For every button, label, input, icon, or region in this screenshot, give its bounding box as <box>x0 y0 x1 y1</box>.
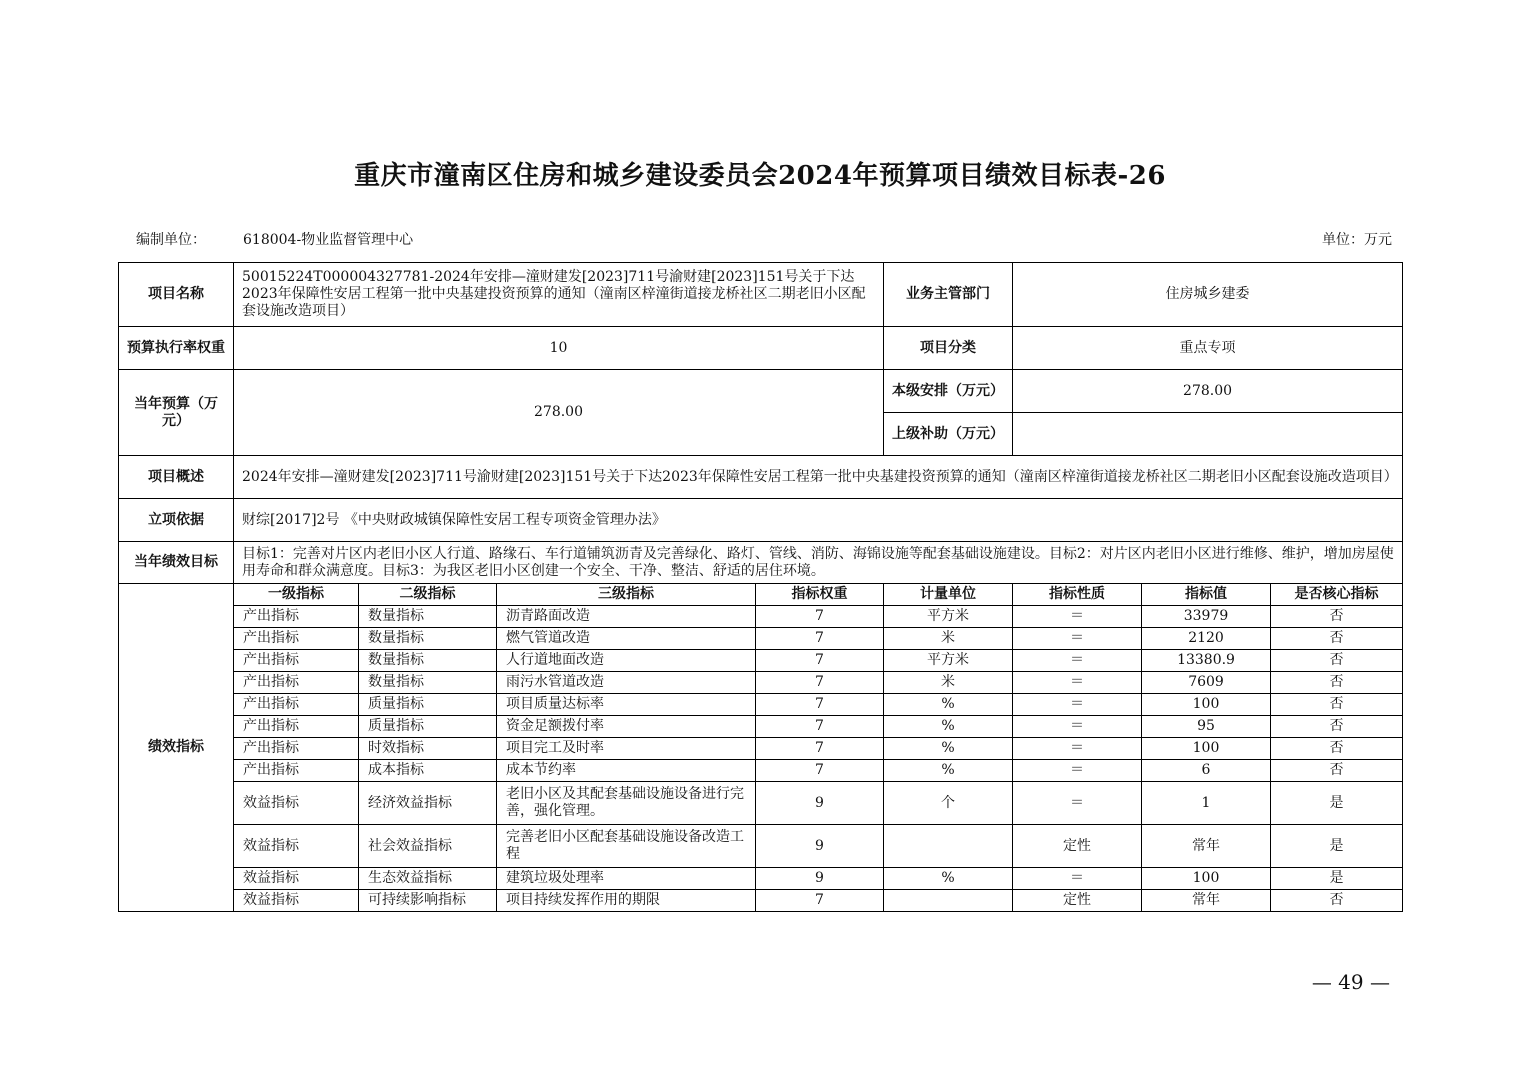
cell-nature: ＝ <box>1013 716 1142 738</box>
cell-core: 否 <box>1271 760 1403 782</box>
table-row <box>119 890 1403 912</box>
overview-value: 2024年安排—潼财建发[2023]711号渝财建[2023]151号关于下达2023年保障性安居工程第一批中央基建投资预算的通知（潼南区梓潼街道接龙桥社区二期老旧小区配套设施改造项目） <box>234 456 1403 499</box>
cell-nature: ＝ <box>1013 672 1142 694</box>
upper-label: 上级补助（万元） <box>884 413 1013 456</box>
cell-value: 33979 <box>1142 606 1271 628</box>
cell-level3: 完善老旧小区配套基础设施设备改造工程 <box>497 825 756 868</box>
cell-weight: 7 <box>756 628 884 650</box>
cell-level3: 成本节约率 <box>497 760 756 782</box>
perf-label: 绩效指标 <box>119 584 234 912</box>
local-label: 本级安排（万元） <box>884 370 1013 413</box>
cell-level2: 成本指标 <box>359 760 497 782</box>
cell-level1: 产出指标 <box>234 738 359 760</box>
header-level3: 三级指标 <box>497 584 756 606</box>
table-row <box>119 782 1403 825</box>
cell-nature: ＝ <box>1013 650 1142 672</box>
cell-nature: ＝ <box>1013 868 1142 890</box>
row-weight <box>119 327 1403 370</box>
cell-level3: 项目持续发挥作用的期限 <box>497 890 756 912</box>
cell-core: 否 <box>1271 650 1403 672</box>
header-unit: 计量单位 <box>884 584 1013 606</box>
budget-value: 278.00 <box>234 370 884 456</box>
cell-value: 100 <box>1142 868 1271 890</box>
cell-level2: 数量指标 <box>359 650 497 672</box>
cell-unit: 米 <box>884 672 1013 694</box>
cell-core: 否 <box>1271 606 1403 628</box>
performance-table <box>118 262 1403 912</box>
cell-unit: % <box>884 868 1013 890</box>
cell-weight: 9 <box>756 782 884 825</box>
cell-nature: ＝ <box>1013 782 1142 825</box>
cell-unit: 平方米 <box>884 606 1013 628</box>
cell-level2: 生态效益指标 <box>359 868 497 890</box>
table-row <box>119 606 1403 628</box>
upper-value <box>1013 413 1403 456</box>
cell-nature: 定性 <box>1013 890 1142 912</box>
cell-nature: ＝ <box>1013 628 1142 650</box>
basis-label: 立项依据 <box>119 499 234 542</box>
table-row <box>119 716 1403 738</box>
cell-level3: 资金足额拨付率 <box>497 716 756 738</box>
cell-level2: 数量指标 <box>359 628 497 650</box>
cell-level1: 产出指标 <box>234 628 359 650</box>
cell-level1: 产出指标 <box>234 606 359 628</box>
cell-level2: 数量指标 <box>359 672 497 694</box>
cell-level1: 效益指标 <box>234 868 359 890</box>
goal-value: 目标1：完善对片区内老旧小区人行道、路缘石、车行道铺筑沥青及完善绿化、路灯、管线、消防、海锦设施等配套基础设施建设。目标2：对片区内老旧小区进行维修、维护，增加房屋使用寿命和群众满意度。目标3：为我区老旧小区创建一个安全、干净、整洁、舒适的居住环境。 <box>234 542 1403 584</box>
cell-unit: 米 <box>884 628 1013 650</box>
page-title: 重庆市潼南区住房和城乡建设委员会2024年预算项目绩效目标表-26 <box>354 161 1166 191</box>
cell-level1: 效益指标 <box>234 782 359 825</box>
cell-value: 7609 <box>1142 672 1271 694</box>
cell-level1: 产出指标 <box>234 650 359 672</box>
cell-core: 否 <box>1271 738 1403 760</box>
cell-nature: ＝ <box>1013 694 1142 716</box>
cell-weight: 7 <box>756 716 884 738</box>
row-project-name <box>119 263 1403 327</box>
table-row <box>119 760 1403 782</box>
cell-level3: 人行道地面改造 <box>497 650 756 672</box>
project-name-label: 项目名称 <box>119 263 234 327</box>
cell-unit: 个 <box>884 782 1013 825</box>
cell-value: 95 <box>1142 716 1271 738</box>
header-weight: 指标权重 <box>756 584 884 606</box>
cell-core: 否 <box>1271 694 1403 716</box>
row-basis <box>119 499 1403 542</box>
cell-level1: 产出指标 <box>234 672 359 694</box>
cell-core: 否 <box>1271 628 1403 650</box>
table-row <box>119 672 1403 694</box>
header-level1: 一级指标 <box>234 584 359 606</box>
cell-level3: 项目质量达标率 <box>497 694 756 716</box>
cell-level2: 社会效益指标 <box>359 825 497 868</box>
basis-value: 财综[2017]2号 《中央财政城镇保障性安居工程专项资金管理办法》 <box>234 499 1403 542</box>
cell-unit: 平方米 <box>884 650 1013 672</box>
project-name-value: 50015224T000004327781-2024年安排—潼财建发[2023]711号渝财建[2023]151号关于下达2023年保障性安居工程第一批中央基建投资预算的通知（潼南区梓潼街道接龙桥社区二期老旧小区配套设施改造项目） <box>234 263 884 327</box>
cell-value: 100 <box>1142 694 1271 716</box>
compiler-value: 618004-物业监督管理中心 <box>243 232 414 248</box>
cell-weight: 7 <box>756 760 884 782</box>
compiler-label: 编制单位： <box>136 232 206 248</box>
cell-level2: 经济效益指标 <box>359 782 497 825</box>
cell-level1: 效益指标 <box>234 890 359 912</box>
cell-core: 是 <box>1271 782 1403 825</box>
cell-level1: 产出指标 <box>234 760 359 782</box>
weight-label: 预算执行率权重 <box>119 327 234 370</box>
cell-nature: ＝ <box>1013 760 1142 782</box>
cell-level3: 沥青路面改造 <box>497 606 756 628</box>
page-number: — 49 — <box>1311 970 1390 994</box>
cell-level1: 效益指标 <box>234 825 359 868</box>
cell-core: 否 <box>1271 672 1403 694</box>
table-row <box>119 868 1403 890</box>
table-row <box>119 825 1403 868</box>
cell-core: 否 <box>1271 890 1403 912</box>
cell-unit: % <box>884 716 1013 738</box>
indicator-header-row <box>119 584 1403 606</box>
row-goal <box>119 542 1403 584</box>
cell-core: 否 <box>1271 716 1403 738</box>
row-budget <box>119 370 1403 413</box>
cell-core: 是 <box>1271 868 1403 890</box>
weight-value: 10 <box>234 327 884 370</box>
category-value: 重点专项 <box>1013 327 1403 370</box>
local-value: 278.00 <box>1013 370 1403 413</box>
cell-value: 1 <box>1142 782 1271 825</box>
cell-nature: ＝ <box>1013 606 1142 628</box>
header-core: 是否核心指标 <box>1271 584 1403 606</box>
cell-weight: 7 <box>756 606 884 628</box>
table-row <box>119 628 1403 650</box>
currency-unit: 单位：万元 <box>1322 232 1392 248</box>
cell-level1: 产出指标 <box>234 694 359 716</box>
cell-value: 13380.9 <box>1142 650 1271 672</box>
cell-unit: % <box>884 738 1013 760</box>
dept-label: 业务主管部门 <box>884 263 1013 327</box>
cell-weight: 7 <box>756 890 884 912</box>
cell-level3: 项目完工及时率 <box>497 738 756 760</box>
table-row <box>119 694 1403 716</box>
cell-unit <box>884 825 1013 868</box>
header-nature: 指标性质 <box>1013 584 1142 606</box>
budget-label: 当年预算（万元） <box>119 370 234 456</box>
cell-level1: 产出指标 <box>234 716 359 738</box>
category-label: 项目分类 <box>884 327 1013 370</box>
cell-level2: 数量指标 <box>359 606 497 628</box>
cell-unit <box>884 890 1013 912</box>
cell-value: 常年 <box>1142 825 1271 868</box>
cell-level2: 时效指标 <box>359 738 497 760</box>
cell-value: 6 <box>1142 760 1271 782</box>
cell-level2: 可持续影响指标 <box>359 890 497 912</box>
cell-level3: 燃气管道改造 <box>497 628 756 650</box>
table-row <box>119 738 1403 760</box>
cell-unit: % <box>884 694 1013 716</box>
header-level2: 二级指标 <box>359 584 497 606</box>
cell-level2: 质量指标 <box>359 716 497 738</box>
header-value: 指标值 <box>1142 584 1271 606</box>
cell-nature: ＝ <box>1013 738 1142 760</box>
cell-value: 100 <box>1142 738 1271 760</box>
goal-label: 当年绩效目标 <box>119 542 234 584</box>
overview-label: 项目概述 <box>119 456 234 499</box>
cell-core: 是 <box>1271 825 1403 868</box>
cell-unit: % <box>884 760 1013 782</box>
cell-weight: 7 <box>756 672 884 694</box>
cell-level3: 雨污水管道改造 <box>497 672 756 694</box>
table-row <box>119 650 1403 672</box>
dept-value: 住房城乡建委 <box>1013 263 1403 327</box>
cell-level2: 质量指标 <box>359 694 497 716</box>
cell-value: 2120 <box>1142 628 1271 650</box>
cell-weight: 7 <box>756 738 884 760</box>
cell-value: 常年 <box>1142 890 1271 912</box>
cell-level3: 建筑垃圾处理率 <box>497 868 756 890</box>
cell-weight: 9 <box>756 825 884 868</box>
row-overview <box>119 456 1403 499</box>
cell-weight: 7 <box>756 650 884 672</box>
cell-weight: 9 <box>756 868 884 890</box>
cell-nature: 定性 <box>1013 825 1142 868</box>
cell-level3: 老旧小区及其配套基础设施设备进行完善，强化管理。 <box>497 782 756 825</box>
cell-weight: 7 <box>756 694 884 716</box>
